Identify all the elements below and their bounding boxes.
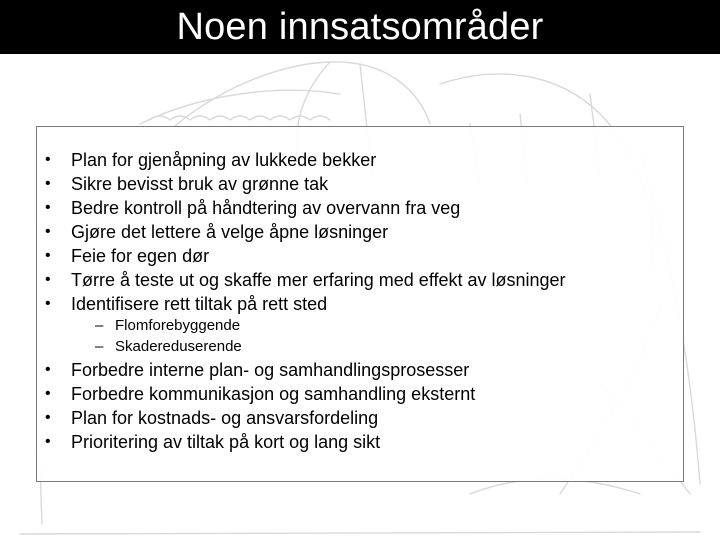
sub-list-item xyxy=(95,336,242,357)
list-item-text: Bedre kontroll på håndtering av overvann fra veg xyxy=(71,198,461,218)
list-item xyxy=(45,244,675,268)
list-item-text: Feie for egen dør xyxy=(71,246,210,266)
bullet-icon: • xyxy=(45,385,51,402)
list-item xyxy=(45,268,675,292)
bullet-icon: • xyxy=(45,151,51,168)
list-item-text: Sikre bevisst bruk av grønne tak xyxy=(71,174,329,194)
title-bar xyxy=(0,0,720,54)
list-item-text: Tørre å teste ut og skaffe mer erfaring med effekt av løsninger xyxy=(71,270,566,290)
bullet-icon: • xyxy=(45,223,51,240)
dash-icon: – xyxy=(95,338,104,355)
list-item xyxy=(45,292,675,316)
list-item-text: Identifisere rett tiltak på rett sted xyxy=(71,294,328,314)
list-item-text: Forbedre interne plan- og samhandlingsprosesser xyxy=(71,360,470,380)
list-item xyxy=(45,220,675,244)
sub-list-item-text: Skadereduserende xyxy=(115,338,242,355)
bullet-icon: • xyxy=(45,175,51,192)
list-item-text: Plan for gjenåpning av lukkede bekker xyxy=(71,150,377,170)
list-item xyxy=(45,406,675,430)
bullet-list-primary xyxy=(45,148,675,316)
list-item xyxy=(45,172,675,196)
list-item xyxy=(45,148,675,172)
list-item xyxy=(45,196,675,220)
sub-list-item xyxy=(95,315,242,336)
list-item-text: Gjøre det lettere å velge åpne løsninger xyxy=(71,222,389,242)
bullet-icon: • xyxy=(45,409,51,426)
bullet-icon: • xyxy=(45,361,51,378)
bullet-icon: • xyxy=(45,271,51,288)
list-item xyxy=(45,430,675,454)
list-item-text: Forbedre kommunikasjon og samhandling eksternt xyxy=(71,384,476,404)
bullet-icon: • xyxy=(45,295,51,312)
content-box xyxy=(36,126,684,482)
dash-icon: – xyxy=(95,317,104,334)
bullet-list-secondary xyxy=(45,358,675,454)
bullet-icon: • xyxy=(45,199,51,216)
sub-list-item-text: Flomforebyggende xyxy=(115,317,241,334)
list-item xyxy=(45,358,675,382)
sub-bullet-list xyxy=(95,315,242,357)
bullet-icon: • xyxy=(45,247,51,264)
list-item-text: Plan for kostnads- og ansvarsfordeling xyxy=(71,408,379,428)
slide-title: Noen innsatsområder xyxy=(176,6,544,48)
list-item xyxy=(45,382,675,406)
bullet-icon: • xyxy=(45,433,51,450)
list-item-text: Prioritering av tiltak på kort og lang sikt xyxy=(71,432,381,452)
